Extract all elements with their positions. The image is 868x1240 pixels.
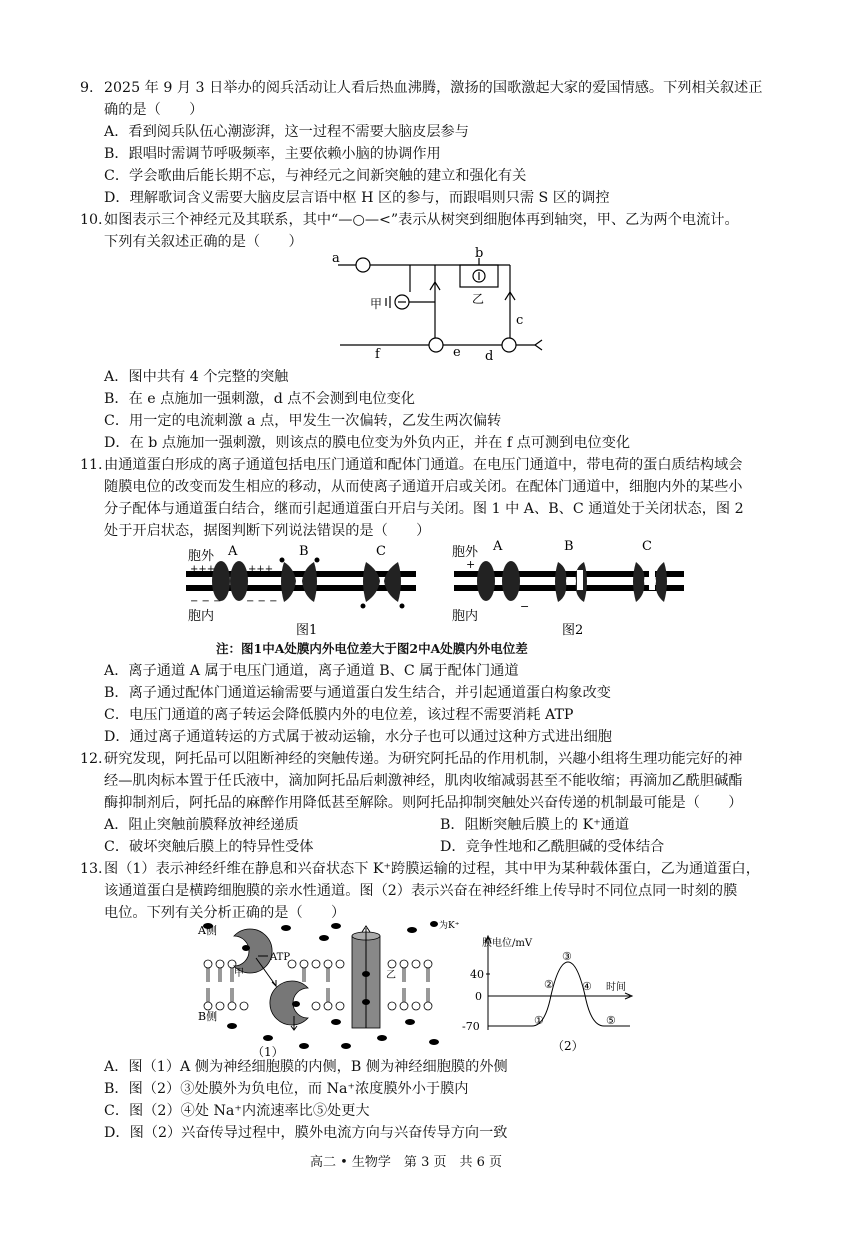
- q11-fig1-caption: 图1: [296, 623, 318, 638]
- q13-fig2-ylabel: 膜电位/mV: [482, 938, 533, 949]
- q11-fig1-label-b: B: [299, 544, 309, 559]
- q11-fig2-minus: −: [520, 600, 530, 613]
- q13-fig2-point1: ①: [534, 1014, 544, 1027]
- q13-figure1-membrane: [196, 918, 460, 1059]
- q13-carrier-jia-top: [234, 929, 272, 973]
- q12-stem-line2: 经—肌肉标本置于任氏液中，滴加阿托品后刺激神经，肌肉收缩减弱甚至不能收缩；再滴加乙酰胆碱酯: [104, 773, 743, 789]
- q9-option-b: B．跟唱时需调节呼吸频率，主要依赖小脑的协调作用: [104, 146, 441, 162]
- q13-stem-line1: 图（1）表示神经纤维在静息和兴奋状态下 K⁺跨膜运输的过程，其中甲为某种载体蛋白，乙为通道蛋白，: [104, 861, 760, 877]
- q13-fig2-caption: （2）: [552, 1039, 584, 1053]
- q10-label-f: f: [375, 347, 380, 362]
- q11-stem-line3: 分子配体与通道蛋白结合，继而引起通道蛋白开启与关闭。图 1 中 A、B、C 通道处于关闭状态，图 2: [104, 501, 744, 517]
- q9-stem-line2: 确的是（ ）: [104, 102, 204, 118]
- q10-label-yi: 乙: [472, 292, 485, 306]
- q11-figure-note: 注：图1中A处膜内外电位差大于图2中A处膜内外电位差: [216, 641, 528, 656]
- q12-option-b: B．阻断突触后膜上的 K⁺通道: [440, 817, 630, 833]
- q11-option-d: D．通过离子通道转运的方式属于被动运输，水分子也可以通过这种方式进出细胞: [104, 729, 612, 745]
- q10-label-a: a: [332, 251, 340, 266]
- q12-option-c: C．破坏突触后膜上的特异性受体: [104, 839, 314, 855]
- q13-fig1-caption: （1）: [252, 1045, 284, 1059]
- q11-channel-figures: [186, 540, 686, 640]
- q11-option-a: A．离子通道 A 属于电压门通道，离子通道 B、C 属于配体门通道: [104, 663, 519, 679]
- q10-label-jia: 甲: [370, 297, 383, 311]
- q13-stem-line2: 该通道蛋白是横跨细胞膜的亲水性通道。图（2）表示兴奋在神经纤维上传导时不同位点同一时刻的膜: [104, 883, 738, 899]
- q10-label-e: e: [453, 345, 461, 360]
- q10-option-b: B．在 e 点施加一强刺激，d 点不会测到电位变化: [104, 391, 415, 407]
- q10-label-d: d: [485, 349, 494, 364]
- q11-fig2-label-a: A: [493, 539, 503, 554]
- q13-option-b: B．图（2）③处膜外为负电位，而 Na⁺浓度膜外小于膜内: [104, 1081, 469, 1097]
- q11-option-c: C．电压门通道的离子转运会降低膜内外的电位差，该过程不需要消耗 ATP: [104, 707, 574, 723]
- q11-fig2-inside: 胞内: [452, 609, 479, 624]
- q13-fig1-a-side: A侧: [198, 924, 217, 937]
- q11-option-b: B．离子通过配体门通道运输需要与通道蛋白发生结合，并引起通道蛋白构象改变: [104, 685, 611, 701]
- q10-stem-line2: 下列有关叙述正确的是（ ）: [104, 234, 303, 250]
- q10-label-b: b: [475, 246, 484, 261]
- q10-option-d: D．在 b 点施加一强刺激，则该点的膜电位变为外负内正，并在 f 点可测到电位变化: [104, 435, 631, 451]
- q9-stem-line1: 2025 年 9 月 3 日举办的阅兵活动让人看后热血沸腾，激扬的国歌激起大家的爱国情感。下列相关叙述正: [104, 80, 763, 96]
- q10-neuron-diagram: [330, 246, 550, 368]
- q13-carrier-jia-bottom: [270, 981, 308, 1025]
- q10-option-a: A．图中共有 4 个完整的突触: [104, 369, 289, 385]
- q13-option-d: D．图（2）兴奋传导过程中，膜外电流方向与兴奋传导方向一致: [104, 1125, 508, 1141]
- q13-fig2-y0: 0: [475, 990, 482, 1003]
- q13-fig1-b-side: B侧: [198, 1010, 218, 1023]
- q11-fig2-label-b: B: [564, 539, 574, 554]
- q13-number: 13.: [80, 861, 103, 877]
- q13-fig2-point5: ⑤: [606, 1014, 616, 1027]
- q13-fig2-xlabel: 时间: [606, 982, 626, 993]
- q13-fig2-y40: 40: [470, 968, 484, 981]
- q9-number: 9.: [80, 80, 94, 96]
- q13-figure2-potential-curve: [460, 930, 640, 1056]
- q12-option-d: D．竞争性地和乙酰胆碱的受体结合: [440, 839, 665, 855]
- q13-fig2-point3: ③: [562, 950, 572, 963]
- q11-fig2-plus: +: [466, 558, 476, 571]
- q11-fig1-label-a: A: [228, 544, 238, 559]
- q13-fig2-point4: ④: [582, 980, 592, 993]
- q13-fig1-atp: ATP: [270, 952, 291, 963]
- q13-fig2-ym70: -70: [462, 1020, 480, 1033]
- q10-number: 10.: [80, 212, 103, 228]
- q13-fig1-yi: 乙: [386, 970, 396, 981]
- q10-option-c: C．用一定的电流刺激 a 点，甲发生一次偏转，乙发生两次偏转: [104, 413, 502, 429]
- q12-stem-line3: 酶抑制剂后，阿托品的麻醉作用降低甚至解除。则阿托品抑制突触处兴奋传递的机制最可能是（ ）: [104, 795, 743, 811]
- q11-stem-line2: 随膜电位的改变而发生相应的移动，从而使离子通道开启或关闭。在配体门通道中，细胞内外的某些小: [104, 479, 743, 495]
- q11-fig2-label-c: C: [642, 539, 652, 554]
- q13-fig1-kplus: 为K⁺: [439, 921, 460, 931]
- q10-label-c: c: [516, 313, 524, 328]
- q13-option-a: A．图（1）A 侧为神经细胞膜的内侧，B 侧为神经细胞膜的外侧: [104, 1059, 508, 1075]
- q12-number: 12.: [80, 751, 103, 767]
- q11-fig1-minus-left: − − −: [190, 596, 222, 607]
- q11-stem-line1: 由通道蛋白形成的离子通道包括电压门通道和配体门通道。在电压门通道中，带电荷的蛋白质结构域会: [104, 457, 743, 473]
- q11-fig1-label-c: C: [376, 544, 386, 559]
- q11-fig1-plus-left: +++: [190, 564, 216, 575]
- q12-stem-line1: 研究发现，阿托品可以阻断神经的突触传递。为研究阿托品的作用机制，兴趣小组将生理功能完好的神: [104, 751, 743, 767]
- q13-fig2-point2: ②: [544, 978, 554, 991]
- page-footer: 高二 • 生物学 第 3 页 共 6 页: [310, 1155, 503, 1170]
- q11-fig1-inside: 胞内: [188, 609, 215, 624]
- q13-option-c: C．图（2）④处 Na⁺内流速率比⑤处更大: [104, 1103, 370, 1119]
- q13-fig1-jia: 甲: [234, 968, 244, 979]
- q12-option-a: A．阻止突触前膜释放神经递质: [104, 817, 299, 833]
- q11-fig1-plus-right: +++: [248, 564, 274, 575]
- q9-option-a: A．看到阅兵队伍心潮澎湃，这一过程不需要大脑皮层参与: [104, 124, 469, 140]
- q13-stem-line3: 电位。下列有关分析正确的是（ ）: [104, 905, 346, 921]
- q9-option-d: D．理解歌词含义需要大脑皮层言语中枢 H 区的参与，而跟唱则只需 S 区的调控: [104, 190, 610, 206]
- q10-stem-line1: 如图表示三个神经元及其联系，其中“—○—<”表示从树突到细胞体再到轴突，甲、乙为两个电流计。: [104, 212, 739, 228]
- q11-fig2-outside: 胞外: [452, 545, 479, 560]
- q9-option-c: C．学会歌曲后能长期不忘，与神经元之间新突触的建立和强化有关: [104, 168, 527, 184]
- q11-fig1-outside: 胞外: [188, 549, 215, 564]
- q11-stem-line4: 处于开启状态，据图判断下列说法错误的是（ ）: [104, 523, 431, 539]
- q11-number: 11.: [80, 457, 103, 473]
- q11-fig2-caption: 图2: [562, 623, 584, 638]
- q11-fig1-minus-right: − − −: [246, 596, 278, 607]
